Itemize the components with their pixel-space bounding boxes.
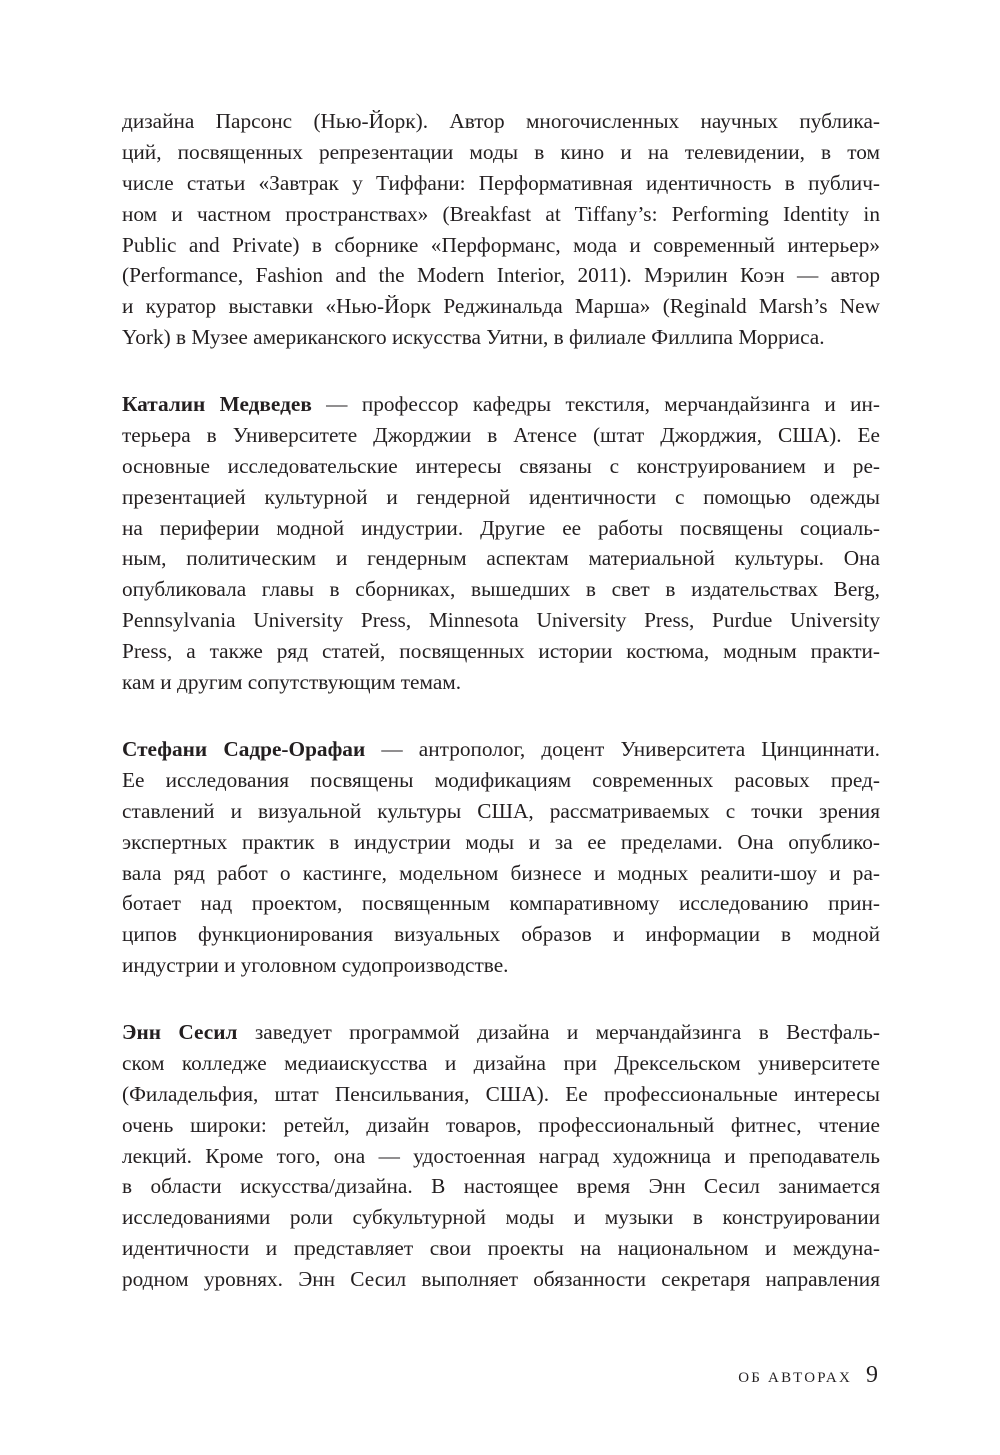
text-line: в области искусства/дизайна. В настоящее время Энн Сесил занимается: [122, 1174, 880, 1199]
text-line: вала ряд работ о кастинге, модельном бизнесе и модных реалити-шоу и ра-: [122, 860, 880, 885]
text-line: ципов функционирования визуальных образов и информации в модной: [122, 922, 880, 947]
text-line: основные исследовательские интересы связаны с конструированием и ре-: [122, 453, 880, 478]
author-name: Энн Сесил: [122, 1020, 238, 1044]
text-line: исследованиями роли субкультурной моды и музыки в конструировании: [122, 1205, 880, 1230]
text-line: ставлений и визуальной культуры США, рассматриваемых с точки зрения: [122, 798, 880, 823]
text-line: ном и частном пространствах» (Breakfast at Tiffany’s: Performing Identity in: [122, 201, 880, 226]
text-line: терьера в Университете Джорджии в Атенсе (штат Джорджия, США). Ее: [122, 422, 880, 447]
text-line: Ее исследования посвящены модификациям современных расовых пред-: [122, 767, 880, 792]
text-line-rest: — антрополог, доцент Университета Цинциннати.: [365, 737, 880, 761]
text-line: очень широки: ретейл, дизайн товаров, профессиональный фитнес, чтение: [122, 1112, 880, 1137]
text-line: опубликовала главы в сборниках, вышедших в свет в издательствах Berg,: [122, 577, 880, 602]
text-line: Pennsylvania University Press, Minnesota University Press, Purdue University: [122, 608, 880, 633]
text-line: Press, а также ряд статей, посвященных истории костюма, модным практи-: [122, 639, 880, 664]
page-footer: [738, 1362, 878, 1389]
page-number: 9: [866, 1362, 878, 1388]
author-bio-paragraph: [122, 106, 880, 353]
text-line: и куратор выставки «Нью-Йорк Реджинальда Марша» (Reginald Marsh’s New: [122, 294, 880, 319]
author-name: Каталин Медведев: [122, 392, 312, 416]
text-line: [122, 734, 880, 765]
text-line: ций, посвященных репрезентации моды в кино и на телевидении, в том: [122, 139, 880, 164]
author-name: Стефани Садре-Орафаи: [122, 737, 366, 761]
text-line-rest: заведует программой дизайна и мерчандайзинга в Вестфаль-: [237, 1020, 880, 1044]
text-line: дизайна Парсонс (Нью-Йорк). Автор многочисленных научных публика-: [122, 109, 880, 133]
text-line: (Филадельфия, штат Пенсильвания, США). Ее профессиональные интересы: [122, 1081, 880, 1106]
text-line: (Performance, Fashion and the Modern Interior, 2011). Мэрилин Коэн — автор: [122, 263, 880, 288]
text-line: родном уровнях. Энн Сесил выполняет обязанности секретаря направления: [122, 1267, 880, 1292]
author-bio-paragraph: [122, 1017, 880, 1295]
text-line: [122, 389, 880, 420]
text-line: индустрии и уголовном судопроизводстве.: [122, 953, 509, 978]
text-line: кам и другим сопутствующим темам.: [122, 670, 462, 695]
running-footer-title: ОБ АВТОРАХ: [738, 1370, 852, 1386]
author-bio-paragraph: [122, 389, 880, 698]
text-line: ском колледже медиаискусства и дизайна при Дрексельском университете: [122, 1050, 880, 1075]
text-line: экспертных практик в индустрии моды и за ее пределами. Она опублико-: [122, 829, 880, 854]
text-line: идентичности и представляет свои проекты на национальном и междуна-: [122, 1236, 880, 1261]
text-line: числе статьи «Завтрак у Тиффани: Перформативная идентичность в публич-: [122, 170, 880, 195]
author-bio-paragraph: [122, 734, 880, 981]
text-line: презентацией культурной и гендерной идентичности с помощью одежды: [122, 484, 880, 509]
text-line: ботает над проектом, посвященным компаративному исследованию прин-: [122, 891, 880, 916]
text-line: Public and Private) в сборнике «Перформанс, мода и современный интерьер»: [122, 232, 880, 257]
text-line: лекций. Кроме того, она — удостоенная наград художница и преподаватель: [122, 1143, 880, 1168]
text-line: York) в Музее американского искусства Уитни, в филиале Филлипа Морриса.: [122, 325, 825, 350]
text-line: на периферии модной индустрии. Другие ее работы посвящены социаль-: [122, 515, 880, 540]
text-line-rest: — профессор кафедры текстиля, мерчандайзинга и ин-: [311, 392, 880, 416]
text-line: ным, политическим и гендерным аспектам материальной культуры. Она: [122, 546, 880, 571]
text-line: [122, 1017, 880, 1048]
